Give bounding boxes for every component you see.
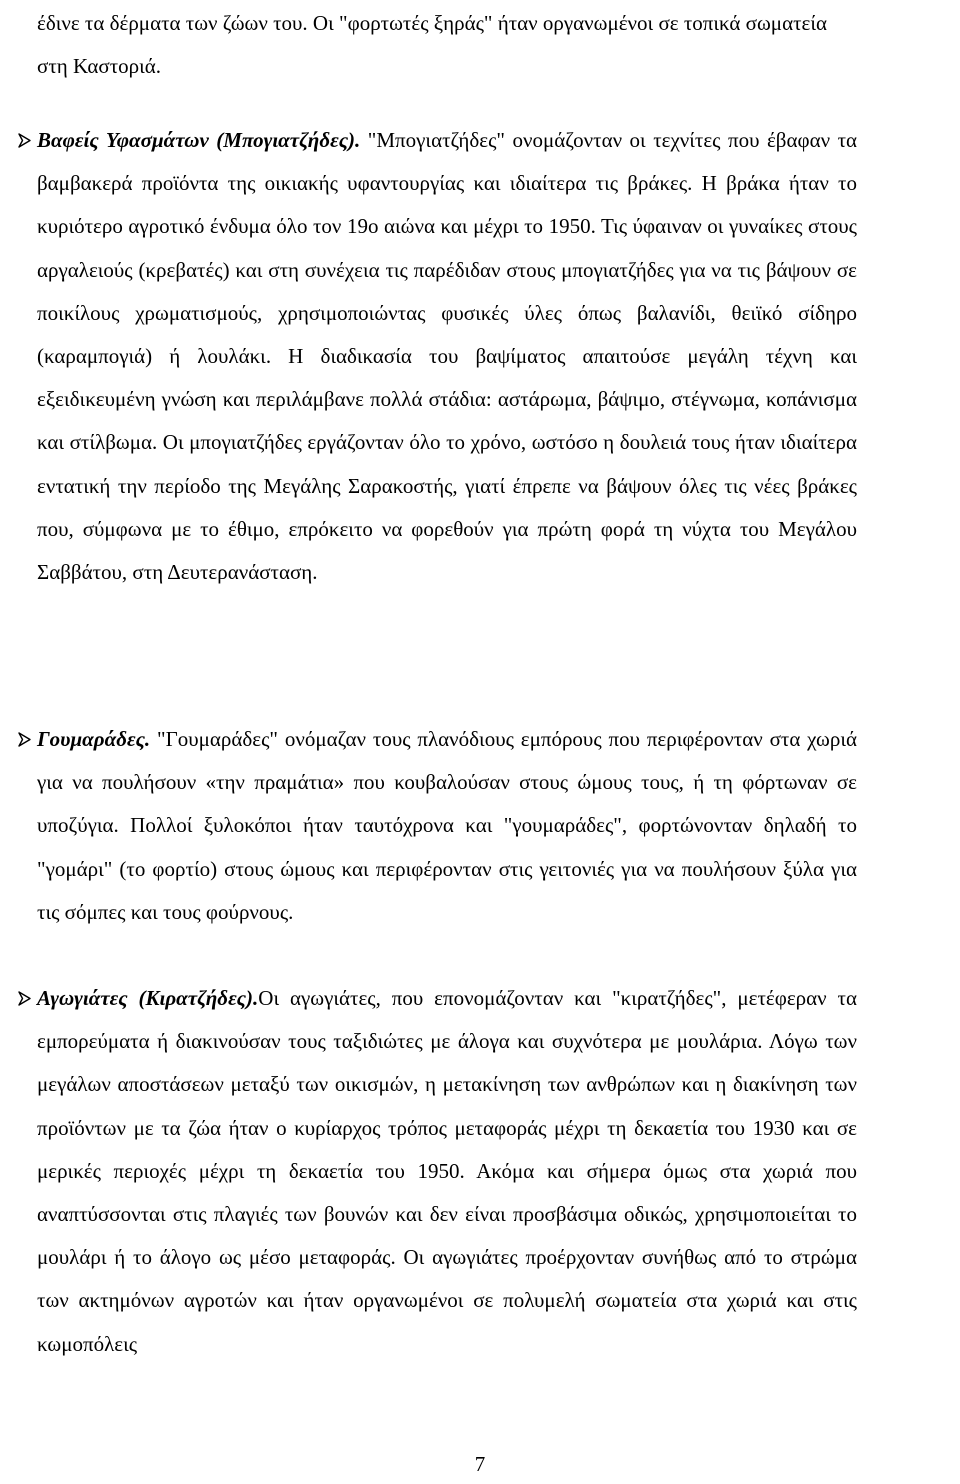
list-item-text: [37, 977, 857, 1366]
list-item-body: Οι αγωγιάτες, που επονομάζονταν και "κιρατζήδες", μετέφεραν τα εμπορεύματα ή διακινούσαν τους ταξιδιώτες με άλογα και συχνότερα με μουλάρια. Λόγω των μεγάλων αποστάσεων μεταξύ των οικισμών, η μετακίνηση των ανθρώπων και η διακίνηση των προϊόντων με τα ζώα ήταν ο κυρίαρχος τρόπος μεταφοράς μέχρι τη δεκαετία του 1930 και σε μερικές περιοχές μέχρι τη δεκαετία του 1950. Ακόμα και σήμερα όμως στα χωριά που αναπτύσσονται στις πλαγιές των βουνών και δεν είναι προσβάσιμα οδικώς, χρησιμοποιείται το μουλάρι ή το άλογο ως μέσο μεταφοράς. Οι αγωγιάτες προέρχονταν συνήθως από το στρώμα των ακτημόνων αγροτών και ήταν οργανωμένοι σε πολυμελή σωματεία στα χωριά και στις κωμοπόλεις: [37, 986, 858, 1356]
list-item-peddlers: [37, 718, 857, 934]
page-number: 7: [474, 1452, 486, 1476]
intro-paragraph: έδινε τα δέρματα των ζώων του. Οι "φορτωτές ξηράς" ήταν οργανωμένοι σε τοπικά σωματεία στη Καστοριά.: [37, 11, 827, 79]
list-item-title: Βαφείς Υφασμάτων (Μπογιατζήδες).: [37, 128, 361, 152]
arrowhead-bullet-icon: [17, 119, 31, 162]
list-item-muleteers: [37, 977, 857, 1366]
arrowhead-bullet-icon: [17, 977, 31, 1020]
list-item-title: Αγωγιάτες (Κιρατζήδες).: [37, 986, 259, 1010]
list-item-title: Γουμαράδες.: [37, 727, 151, 751]
arrowhead-bullet-icon: [17, 718, 31, 761]
document-page: [37, 0, 857, 1484]
list-item-body: "Μπογιατζήδες" ονομάζονταν οι τεχνίτες που έβαφαν τα βαμβακερά προϊόντα της οικιακής υφαντουργίας και ιδιαίτερα τις βράκες. Η βράκα ήταν το κυριότερο αγροτικό ένδυμα όλο τον 19ο αιώνα και μέχρι το 1950. Τις ύφαιναν οι γυναίκες στους αργαλειούς (κρεβατές) και στη συνέχεια τις παρέδιδαν στους μπογιατζήδες για να τις βάψουν σε ποικίλους χρωματισμούς, χρησιμοποιώντας φυσικές ύλες όπως βαλανίδι, θειϊκό σίδηρο (καραμπογιά) ή λουλάκι. Η διαδικασία του βαψίματος απαιτούσε μεγάλη τέχνη και εξειδικευμένη γνώση και περιλάμβανε πολλά στάδια: αστάρωμα, βάψιμο, στέγνωμα, κοπάνισμα και στίλβωμα. Οι μπογιατζήδες εργάζονταν όλο το χρόνο, ωστόσο η δουλειά τους ήταν ιδιαίτερα εντατική την περίοδο της Μεγάλης Σαρακοστής, γιατί έπρεπε να βάψουν όλες τις νέες βράκες που, σύμφωνα με το έθιμο, επρόκειτο να φορεθούν για πρώτη φορά τη νύχτα του Μεγάλου Σαββάτου, στη Δευτερανάσταση.: [37, 128, 858, 585]
list-item-body: "Γουμαράδες" ονόμαζαν τους πλανόδιους εμπόρους που περιφέρονταν στα χωριά για να πουλήσουν «την πραμάτια» που κουβαλούσαν στους ώμους τους, ή τη φόρτωναν σε υποζύγια. Πολλοί ξυλοκόποι ήταν ταυτόχρονα και "γουμαράδες", φορτώνονταν δηλαδή το "γομάρι" (το φορτίο) στους ώμους και περιφέρονταν στις γειτονιές για να πουλήσουν ξύλα για τις σόμπες και τους φούρνους.: [37, 727, 857, 924]
list-item-text: [37, 718, 857, 934]
list-item-dyers: [37, 119, 857, 594]
list-item-text: [37, 119, 857, 594]
